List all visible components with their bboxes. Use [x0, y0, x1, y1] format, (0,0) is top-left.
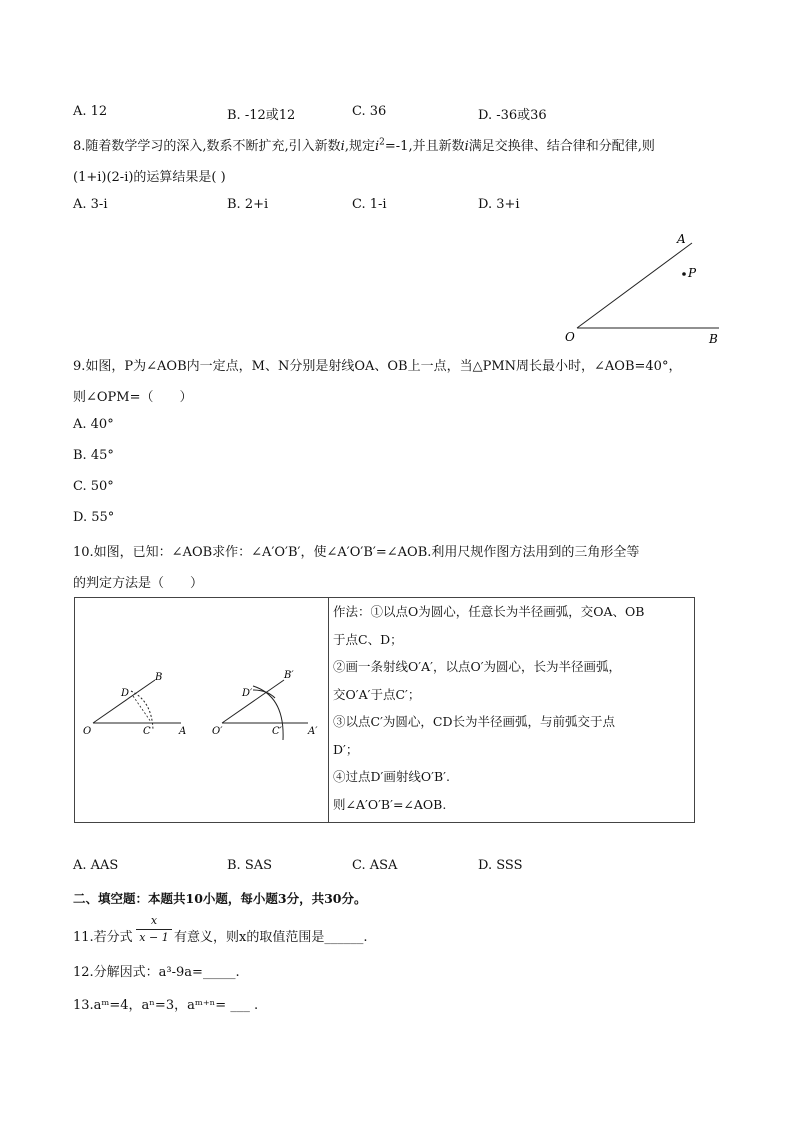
step-line: 交O′A′于点C′；: [333, 686, 421, 702]
step-line: 作法：①以点O为圆心，任意长为半径画弧，交OA、OB: [333, 604, 645, 619]
q9-angle-figure: [555, 228, 725, 348]
q10-stem-line2: 的判定方法是（ ）: [73, 576, 204, 591]
label-b2: B′: [284, 670, 294, 681]
q11-prefix: 11.若分式: [73, 930, 133, 945]
q9-option-b: B. 45°: [73, 448, 114, 463]
ray-ob-left: [93, 680, 155, 723]
ray-oa: [577, 243, 692, 328]
section-heading: 二、填空题：本题共10小题，每小题3分，共30分。: [73, 891, 367, 906]
label-c2: C′: [272, 726, 282, 737]
q10-stem-line1: 10.如图，已知：∠AOB求作：∠A′O′B′，使∠A′O′B′=∠AOB.利用尺规作图方法用到的三角形全等: [73, 545, 640, 560]
q10-option-c: C. ASA: [352, 858, 398, 873]
q11-suffix: 有意义，则x的取值范围是______.: [174, 930, 368, 945]
construction-figure-cell: [75, 598, 329, 823]
q8-option-b: B. 2+i: [227, 197, 269, 212]
q10-option-d: D. SSS: [478, 858, 523, 873]
fraction-numerator: x: [150, 914, 158, 927]
point-p: [682, 272, 686, 276]
q8-stem-line2: (1+i)(2-i)的运算结果是( ): [73, 170, 226, 185]
q8-option-d: D. 3+i: [478, 197, 520, 212]
label-p: P: [688, 266, 697, 280]
step-line: D′；: [333, 741, 359, 757]
label-a: A: [677, 232, 686, 246]
label-c-left: C: [143, 726, 151, 737]
q9-stem-line1: 9.如图，P为∠AOB内一定点，M、N分别是射线OA、OB上一点，当△PMN周长最小时，∠AOB=40°，: [73, 359, 682, 374]
step-line: ③以点C′为圆心，CD长为半径画弧，与前弧交于点: [333, 714, 615, 729]
label-d-left: D: [121, 688, 130, 699]
q8-option-c: C. 1-i: [352, 197, 387, 212]
q8-option-a: A. 3-i: [73, 197, 108, 212]
label-a2: A′: [308, 726, 318, 737]
arc-cd-left: [131, 691, 153, 730]
q9-option-a: A. 40°: [73, 417, 114, 432]
step-line: ②画一条射线O′A′，以点O′为圆心，长为半径画弧，: [333, 659, 622, 674]
label-b-left: B: [155, 672, 163, 683]
step-line: 则∠A′O′B′=∠AOB.: [333, 796, 447, 812]
fraction-denominator: x − 1: [136, 929, 172, 944]
q9-option-c: C. 50°: [73, 479, 114, 494]
step-line: ④过点D′画射线O′B′.: [333, 769, 450, 784]
q7-option-c: C. 36: [352, 104, 387, 119]
q7-option-d: D. -36或36: [478, 108, 547, 123]
q7-option-b: B. -12或12: [227, 108, 296, 123]
q9-option-d: D. 55°: [73, 510, 115, 525]
q10-option-b: B. SAS: [227, 858, 273, 873]
label-o-left: O: [83, 726, 92, 737]
construction-steps-cell: [329, 598, 695, 823]
q7-option-a: A. 12: [73, 104, 108, 119]
q10-option-a: A. AAS: [73, 858, 119, 873]
q11-fraction: [136, 914, 172, 944]
label-o: O: [565, 330, 575, 344]
label-a-left: A: [179, 726, 187, 737]
q9-stem-line2: 则∠OPM=（ ）: [73, 390, 193, 405]
q12-text: 12.分解因式：a³-9a=_____.: [73, 965, 240, 980]
q13-text: 13.aᵐ=4，aⁿ=3，aᵐ⁺ⁿ= ___ .: [73, 998, 259, 1013]
label-b: B: [709, 332, 718, 346]
label-o2: O′: [212, 726, 223, 737]
q10-construction-table: [74, 597, 695, 823]
step-line: 于点C、D；: [333, 631, 403, 647]
q8-stem-line1: 8.随着数学学习的深入,数系不断扩充,引入新数i,规定$i^2=-1$,并且新数i满足交换律、结合律和分配律,则: [73, 137, 655, 154]
construction-figure: [75, 598, 328, 818]
label-d2: D′: [242, 688, 253, 699]
